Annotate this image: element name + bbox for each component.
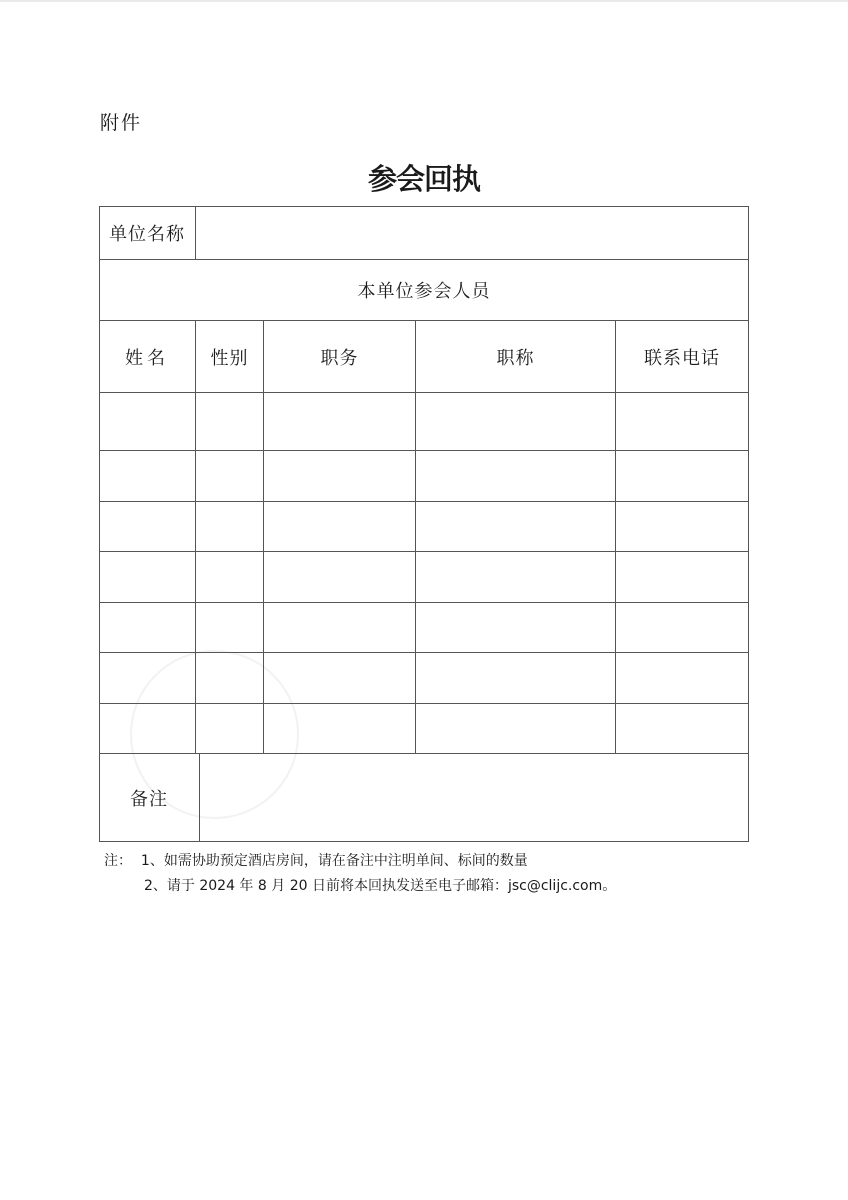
scan-edge xyxy=(0,0,848,2)
table-line xyxy=(99,841,749,842)
page-title: 参会回执 xyxy=(367,162,480,196)
remarks-field[interactable] xyxy=(200,754,748,841)
column-header-position: 职务 xyxy=(320,347,359,369)
column-header-phone: 联系电话 xyxy=(644,347,720,369)
table-row[interactable] xyxy=(99,502,748,551)
unit-name-label: 单位名称 xyxy=(109,224,185,245)
attendees-header: 本单位参会人员 xyxy=(357,281,491,302)
remarks-label: 备注 xyxy=(130,788,168,810)
notes-prefix: 注： xyxy=(104,853,132,869)
table-row[interactable] xyxy=(99,451,748,501)
note-line-2 xyxy=(104,874,616,899)
table-row[interactable] xyxy=(99,603,748,652)
table-row[interactable] xyxy=(99,653,748,703)
note-item: 2、请于 2024 年 8 月 20 日前将本回执发送至电子邮箱：jsc@clijc.com。 xyxy=(144,878,617,894)
receipt-form-table xyxy=(99,206,749,842)
notes xyxy=(104,849,616,899)
column-header-name: 姓名 xyxy=(125,347,169,369)
table-row[interactable] xyxy=(99,393,748,450)
column-header-gender: 性别 xyxy=(210,347,249,369)
note-item: 1、如需协助预定酒店房间，请在备注中注明单间、标间的数量 xyxy=(140,853,528,869)
table-row[interactable] xyxy=(99,552,748,602)
attachment-label: 附件 xyxy=(100,112,143,134)
column-header-title: 职称 xyxy=(496,347,535,369)
unit-name-field[interactable] xyxy=(196,206,748,260)
note-line-1 xyxy=(104,849,616,874)
table-row[interactable] xyxy=(99,704,748,753)
